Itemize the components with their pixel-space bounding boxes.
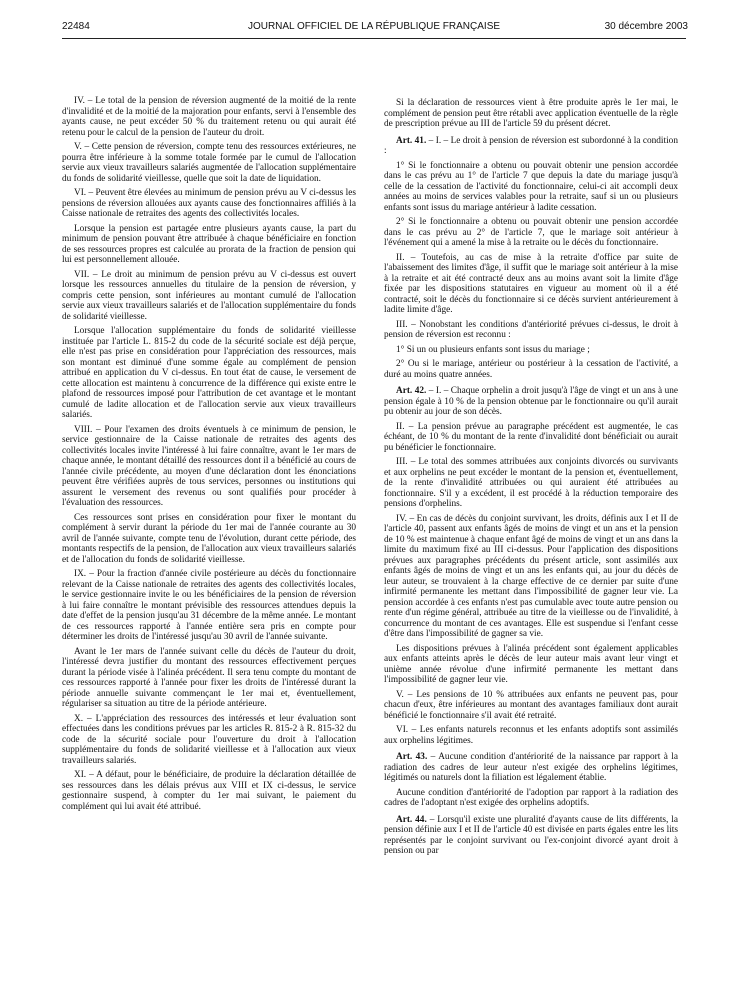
paragraph <box>384 98 678 130</box>
paragraph: IX. – Pour la fraction d'année civile postérieure au décès du fonctionnaire relevant de la Caisse nationale de retraites des agents des collectivités locales, le service gestionnaire invite le ou les bénéficiaires de la pension de réversion à lui faire connaître le montant prévisible des ressources attendues depuis la date d'effet de la pension jusqu'au 31 décembre de la même année. Le montant de ces ressources rapporté à l'année entière sera pris en compte pour déterminer les droits de l'intéressé jusqu'au 30 avril de l'année suivante. <box>62 569 356 642</box>
paragraph-text: VI. – Les enfants naturels reconnus et les enfants adoptifs sont assimilés aux orphelins légitimes. <box>384 725 678 746</box>
page-number: 22484 <box>62 21 90 32</box>
paragraph-text: 2° Ou si le mariage, antérieur ou postérieur à la cessation de l'activité, a duré au moins quatre années. <box>384 359 678 380</box>
paragraph <box>384 690 678 722</box>
paragraph-text: 1° Si un ou plusieurs enfants sont issus du mariage ; <box>396 344 590 355</box>
paragraph-text: II. – La pension prévue au paragraphe précédent est augmentée, le cas échéant, de 10 % du montant de la rente d'invalidité dont bénéficiait ou aurait pu bénéficier le fonctionnaire. <box>384 421 678 453</box>
paragraph-text: – Lorsqu'il existe une pluralité d'ayants cause de lits différents, la pension définie aux I et II de l'article 40 est divisée en parts égales entre les lits représentés par le conjoint survivant ou l'ex-conjoint divorcé ayant droit à pension ou par <box>384 814 678 856</box>
journal-title: JOURNAL OFFICIEL DE LA RÉPUBLIQUE FRANÇAISE <box>247 21 501 32</box>
paragraph: XI. – A défaut, pour le bénéficiaire, de produire la déclaration détaillée de ses ressources dans les délais prévus aux VIII et IX ci-dessus, le service gestionnaire suspend, à compter du 1er mai suivant, le paiement du complément qui lui avait été attribué. <box>62 770 356 812</box>
issue-date: 30 décembre 2003 <box>604 21 688 32</box>
article-number: Art. 41. <box>396 135 427 146</box>
paragraph: VI. – Peuvent être élevées au minimum de pension prévu au V ci-dessus les pensions de réversion allouées aux ayants cause des fonctionnaires affiliés à la Caisse nationale de retraites des agents des collectivités locales. <box>62 188 356 219</box>
paragraph-text: 2° Si le fonctionnaire a obtenu ou pouvait obtenir une pension accordée dans le cas prévu au 2° de l'article 7, que le mariage soit antérieur à l'événement qui a amené la mise à la retraite ou le décès du fonctionnaire. <box>384 217 678 248</box>
paragraph-text: – Aucune condition d'antériorité de la naissance par rapport à la radiation des cadres de leur auteur n'est exigée des orphelins légitimes, légitimés ou naturels dont la filiation est légalement établie. <box>384 752 678 783</box>
paragraph <box>384 161 678 214</box>
paragraph <box>384 386 678 418</box>
paragraph <box>384 815 678 857</box>
paragraph <box>384 725 678 746</box>
paragraph <box>384 788 678 809</box>
paragraph-text: – I. – Chaque orphelin a droit jusqu'à l'âge de vingt et un ans à une pension égale à 10 % de la pension obtenue par le fonctionnaire ou qu'il aurait pu obtenir au jour de son décès. <box>384 386 678 417</box>
paragraph-text: Les dispositions prévues à l'alinéa précédent sont également applicables aux enfants atteints après le décès de leur auteur mais avant leur vingt et unième année révolue d'une infirmité permanente les mettant dans l'impossibilité de gagner leur vie. <box>384 643 678 685</box>
paragraph <box>384 514 678 640</box>
paragraph <box>384 457 678 510</box>
left-column <box>62 96 356 816</box>
paragraph: Avant le 1er mars de l'année suivant celle du décès de l'auteur du droit, l'intéressé devra justifier du montant des ressources effectivement perçues durant la période visée à l'alinéa précédent. Il sera tenu compte du montant de ces ressources rapporté à l'année pour fixer les droits de l'intéressé durant la période annuelle suivante commençant le 1er mai et, éventuellement, régulariser sa situation au titre de la période antérieure. <box>62 646 356 709</box>
paragraph: IV. – Le total de la pension de réversion augmenté de la moitié de la rente d'invalidité et de la moitié de la majoration pour enfants, servi à l'ensemble des ayants cause, ne peut excéder 50 % du traitement retenu ou qui aurait été retenu pour le calcul de la pension de l'auteur du droit. <box>62 96 356 138</box>
paragraph <box>384 253 678 316</box>
paragraph: Ces ressources sont prises en considération pour fixer le montant du complément à servir durant la période du 1er mai de l'année courante au 30 avril de l'année suivante, compte tenu de l'évolution, durant cette période, des montants respectifs de la pension, de l'allocation aux vieux travailleurs salariés et de l'allocation du fonds de solidarité vieillesse. <box>62 512 356 565</box>
article-number: Art. 43. <box>396 752 428 762</box>
paragraph <box>384 217 678 249</box>
right-column <box>384 98 678 861</box>
paragraph-text: IV. – En cas de décès du conjoint survivant, les droits, définis aux I et II de l'article 40, passent aux enfants âgés de moins de vingt et un ans et la pension de 10 % est maintenue à chaque enfant âgé de moins de vingt et un ans dans la limite du maximum fixé au III ci-dessus. Pour l'application des dispositions prévues aux paragraphes précédents du présent article, sont assimilés aux enfants âgés de moins de vingt et un ans les enfants qui, au jour du décès de leur auteur, se trouvaient à la charge effective de ce dernier par suite d'une infirmité permanente les mettant dans l'impossibilité de gagner leur vie. La pension accordée à ces enfants n'est pas cumulable avec toute autre pension ou rente d'un régime général, attribuée au titre de la vieillesse ou de l'invalidité, à concurrence du montant de ces avantages. Elle est suspendue si l'enfant cesse d'être dans l'impossibilité de gagner sa vie. <box>384 513 678 639</box>
paragraph <box>384 345 678 356</box>
paragraph <box>384 644 678 686</box>
paragraph: Lorsque la pension est partagée entre plusieurs ayants cause, la part du minimum de pension pouvant être attribuée à chaque bénéficiaire en fonction de ses ressources propres est calculée au prorata de la fraction de pension qui lui est personnellement allouée. <box>62 223 356 265</box>
paragraph: VII. – Le droit au minimum de pension prévu au V ci-dessus est ouvert lorsque les ressources annuelles du titulaire de la pension de réversion, y compris cette pension, sont inférieures au montant cumulé de l'allocation servie aux vieux travailleurs salariés et de l'allocation supplémentaire du fonds de solidarité vieillesse. <box>62 269 356 322</box>
paragraph: Lorsque l'allocation supplémentaire du fonds de solidarité vieillesse instituée par l'article L. 815-2 du code de la sécurité sociale est déjà perçue, elle n'est pas prise en considération pour l'appréciation des ressources, mais son montant est diminué d'une somme égale au complément de pension attribué en application du V ci-dessus. En tout état de cause, le versement de cette allocation est maintenu à concurrence de la différence qui existe entre le plafond de ressources imposé pour l'attribution de cet avantage et le montant cumulé de ladite allocation et de l'allocation servie aux vieux travailleurs salariés. <box>62 326 356 420</box>
paragraph: VIII. – Pour l'examen des droits éventuels à ce minimum de pension, le service gestionnaire de la Caisse nationale de retraites des agents des collectivités locales invite l'intéressé à lui faire connaître, avant le 1er mars de chaque année, le montant détaillé des ressources dont il a bénéficié au cours de l'année civile précédente, au moyen d'une déclaration dont les énonciations peuvent être vérifiées auprès de tous services, personnes ou institutions qui assurent le versement des revenus ou sont qualifiés pour procéder à l'évaluation des ressources. <box>62 424 356 508</box>
paragraph-text: – I. – Le droit à pension de réversion est subordonné à la condition : <box>384 135 678 156</box>
paragraph-text: V. – Les pensions de 10 % attribuées aux enfants ne peuvent pas, pour chacun d'eux, être inférieures au montant des avantages familiaux dont aurait bénéficié le fonctionnaire s'il avait été retraité. <box>384 689 678 721</box>
header-rule <box>62 38 686 39</box>
paragraph <box>384 320 678 341</box>
article-number: Art. 44. <box>396 814 427 825</box>
paragraph-text: III. – Le total des sommes attribuées aux conjoints divorcés ou survivants et aux orphelins ne peut excéder le montant de la pension et, éventuellement, de la rente d'invalidité attribuées ou qui auraient été attribuées au fonctionnaire. S'il y a excédent, il est procédé à la réduction temporaire des pensions d'orphelins. <box>384 457 678 509</box>
paragraph-text: II. – Toutefois, au cas de mise à la retraite d'office par suite de l'abaissement des limites d'âge, il suffit que le mariage soit antérieur à la mise à la retraite et ait été contracté deux ans au moins avant soit la limite d'âge fixée par les dispositions statutaires en vigueur au moment où il a été contracté, soit le décès du fonctionnaire si ce décès survient antérieurement à ladite limite d'âge. <box>384 252 678 315</box>
paragraph <box>384 359 678 380</box>
paragraph <box>384 422 678 454</box>
paragraph: V. – Cette pension de réversion, compte tenu des ressources extérieures, ne pourra être inférieure à la somme totale formée par le cumul de l'allocation servie aux vieux travailleurs salariés augmentée de l'allocation supplémentaire du fonds de solidarité vieillesse, quelle que soit la date de liquidation. <box>62 142 356 184</box>
paragraph: X. – L'appréciation des ressources des intéressés et leur évaluation sont effectuées dans les conditions prévues par les articles R. 815-2 à R. 815-32 du code de la sécurité sociale pour l'ouverture du droit à l'allocation supplémentaire du fonds de solidarité vieillesse et à l'allocation aux vieux travailleurs salariés. <box>62 713 356 766</box>
paragraph-text: Si la déclaration de ressources vient à être produite après le 1er mai, le complément de pension peut être rétabli avec application éventuelle de la règle de prescription prévue au III de l'article 59 du présent décret. <box>384 98 678 129</box>
paragraph-text: III. – Nonobstant les conditions d'antériorité prévues ci-dessus, le droit à pension de réversion est reconnu : <box>384 319 678 340</box>
paragraph <box>384 136 678 157</box>
paragraph-text: Aucune condition d'antériorité de l'adoption par rapport à la radiation des cadres de l'adoptant n'est exigée des orphelins adoptifs. <box>384 787 678 808</box>
paragraph <box>384 752 678 784</box>
article-number: Art. 42. <box>396 386 427 396</box>
paragraph-text: 1° Si le fonctionnaire a obtenu ou pouvait obtenir une pension accordée dans le cas prévu au 1° de l'article 7 que depuis la date du mariage jusqu'à celle de la cessation de l'activité du fonctionnaire, celui-ci ait accompli deux années au moins de services valables pour la retraite, sauf si un ou plusieurs enfants sont issus du mariage antérieur à ladite cessation. <box>384 160 678 213</box>
